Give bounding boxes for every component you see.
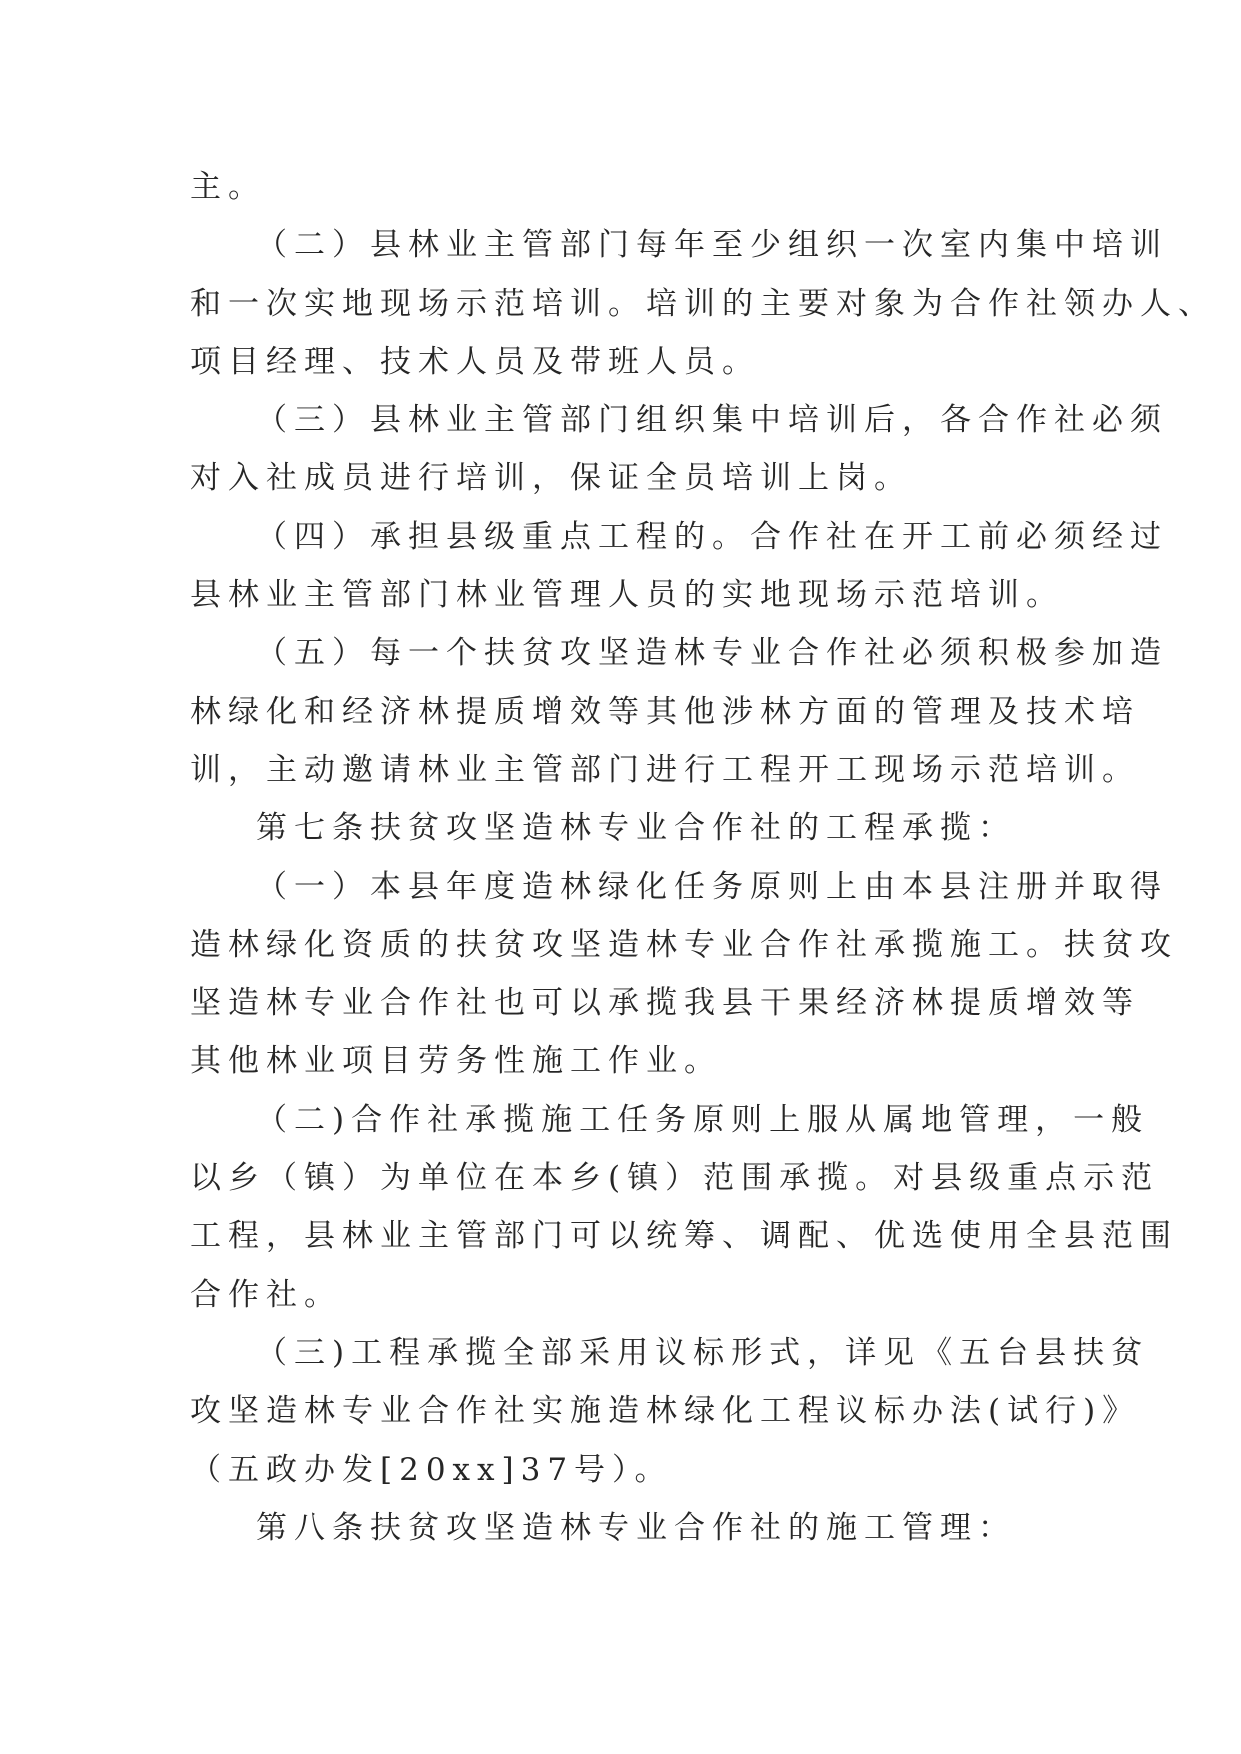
text-line-22: 攻坚造林专业合作社实施造林绿化工程议标办法(试行)》 bbox=[190, 1393, 1141, 1430]
text-line-3: 和一次实地现场示范培训。培训的主要对象为合作社领办人、 bbox=[190, 285, 1216, 322]
text-line-9: （五）每一个扶贫攻坚造林专业合作社必须积极参加造 bbox=[256, 635, 1168, 672]
text-line-11: 训，主动邀请林业主管部门进行工程开工现场示范培训。 bbox=[190, 751, 1140, 788]
text-line-6: 对入社成员进行培训，保证全员培训上岗。 bbox=[190, 460, 912, 497]
text-line-1: 主。 bbox=[190, 169, 266, 205]
article-heading-7: 第七条扶贫攻坚造林专业合作社的工程承揽： bbox=[256, 810, 1016, 847]
text-line-23: （五政办发[20xx]37号）。 bbox=[190, 1451, 673, 1488]
text-line-2: （二）县林业主管部门每年至少组织一次室内集中培训 bbox=[256, 227, 1168, 264]
text-line-8: 县林业主管部门林业管理人员的实地现场示范培训。 bbox=[190, 577, 1064, 614]
text-line-18: 以乡（镇）为单位在本乡(镇）范围承揽。对县级重点示范 bbox=[190, 1160, 1160, 1197]
text-line-15: 坚造林专业合作社也可以承揽我县干果经济林提质增效等 bbox=[190, 985, 1140, 1022]
text-line-7: （四）承担县级重点工程的。合作社在开工前必须经过 bbox=[256, 518, 1168, 555]
text-line-19: 工程，县林业主管部门可以统筹、调配、优选使用全县范围 bbox=[190, 1218, 1178, 1255]
text-line-20: 合作社。 bbox=[190, 1276, 342, 1313]
text-line-21: （三)工程承揽全部采用议标形式，详见《五台县扶贫 bbox=[256, 1334, 1150, 1371]
text-line-5: （三）县林业主管部门组织集中培训后，各合作社必须 bbox=[256, 402, 1168, 439]
text-line-17: （二)合作社承揽施工任务原则上服从属地管理，一般 bbox=[256, 1101, 1150, 1138]
article-heading-8: 第八条扶贫攻坚造林专业合作社的施工管理： bbox=[256, 1509, 1016, 1546]
body-text bbox=[190, 158, 1216, 1557]
text-line-13: （一）本县年度造林绿化任务原则上由本县注册并取得 bbox=[256, 868, 1168, 905]
text-line-14: 造林绿化资质的扶贫攻坚造林专业合作社承揽施工。扶贫攻 bbox=[190, 926, 1178, 963]
text-line-10: 林绿化和经济林提质增效等其他涉林方面的管理及技术培 bbox=[190, 693, 1140, 730]
text-line-4: 项目经理、技术人员及带班人员。 bbox=[190, 343, 760, 380]
text-line-16: 其他林业项目劳务性施工作业。 bbox=[190, 1043, 722, 1080]
